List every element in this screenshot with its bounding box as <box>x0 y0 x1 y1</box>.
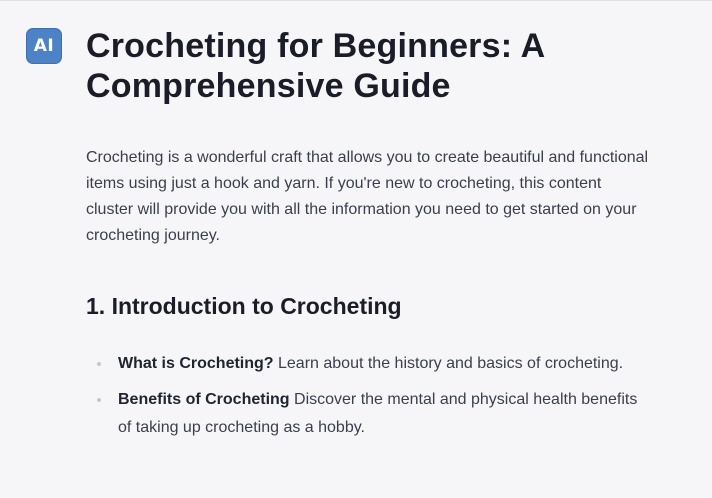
page-title: Crocheting for Beginners: A Comprehensive Guide <box>86 27 545 105</box>
list-item-term: What is Crocheting? <box>118 355 278 372</box>
list-item <box>86 386 638 442</box>
ai-badge-label: AI <box>33 36 55 56</box>
intro-paragraph: Crocheting is a wonderful craft that allows you to create beautiful and functional items using just a hook and yarn. If you're new to crocheting, this content cluster will provide you with all the information you need to get started on your crocheting journey. <box>86 149 649 244</box>
list-item-description: Learn about the history and basics of crocheting. <box>278 355 624 372</box>
list-item-description: Discover the mental and physical health benefits of taking up crocheting as a hobby. <box>118 391 638 436</box>
article-content <box>86 26 676 450</box>
top-divider <box>0 0 712 1</box>
bullet-icon <box>97 398 101 402</box>
list-item <box>86 350 638 378</box>
section-heading: 1. Introduction to Crocheting <box>86 293 402 319</box>
bullet-icon <box>97 362 101 366</box>
ai-badge-icon <box>26 28 62 64</box>
list-item-term: Benefits of Crocheting <box>118 391 295 408</box>
topic-list <box>86 350 676 442</box>
